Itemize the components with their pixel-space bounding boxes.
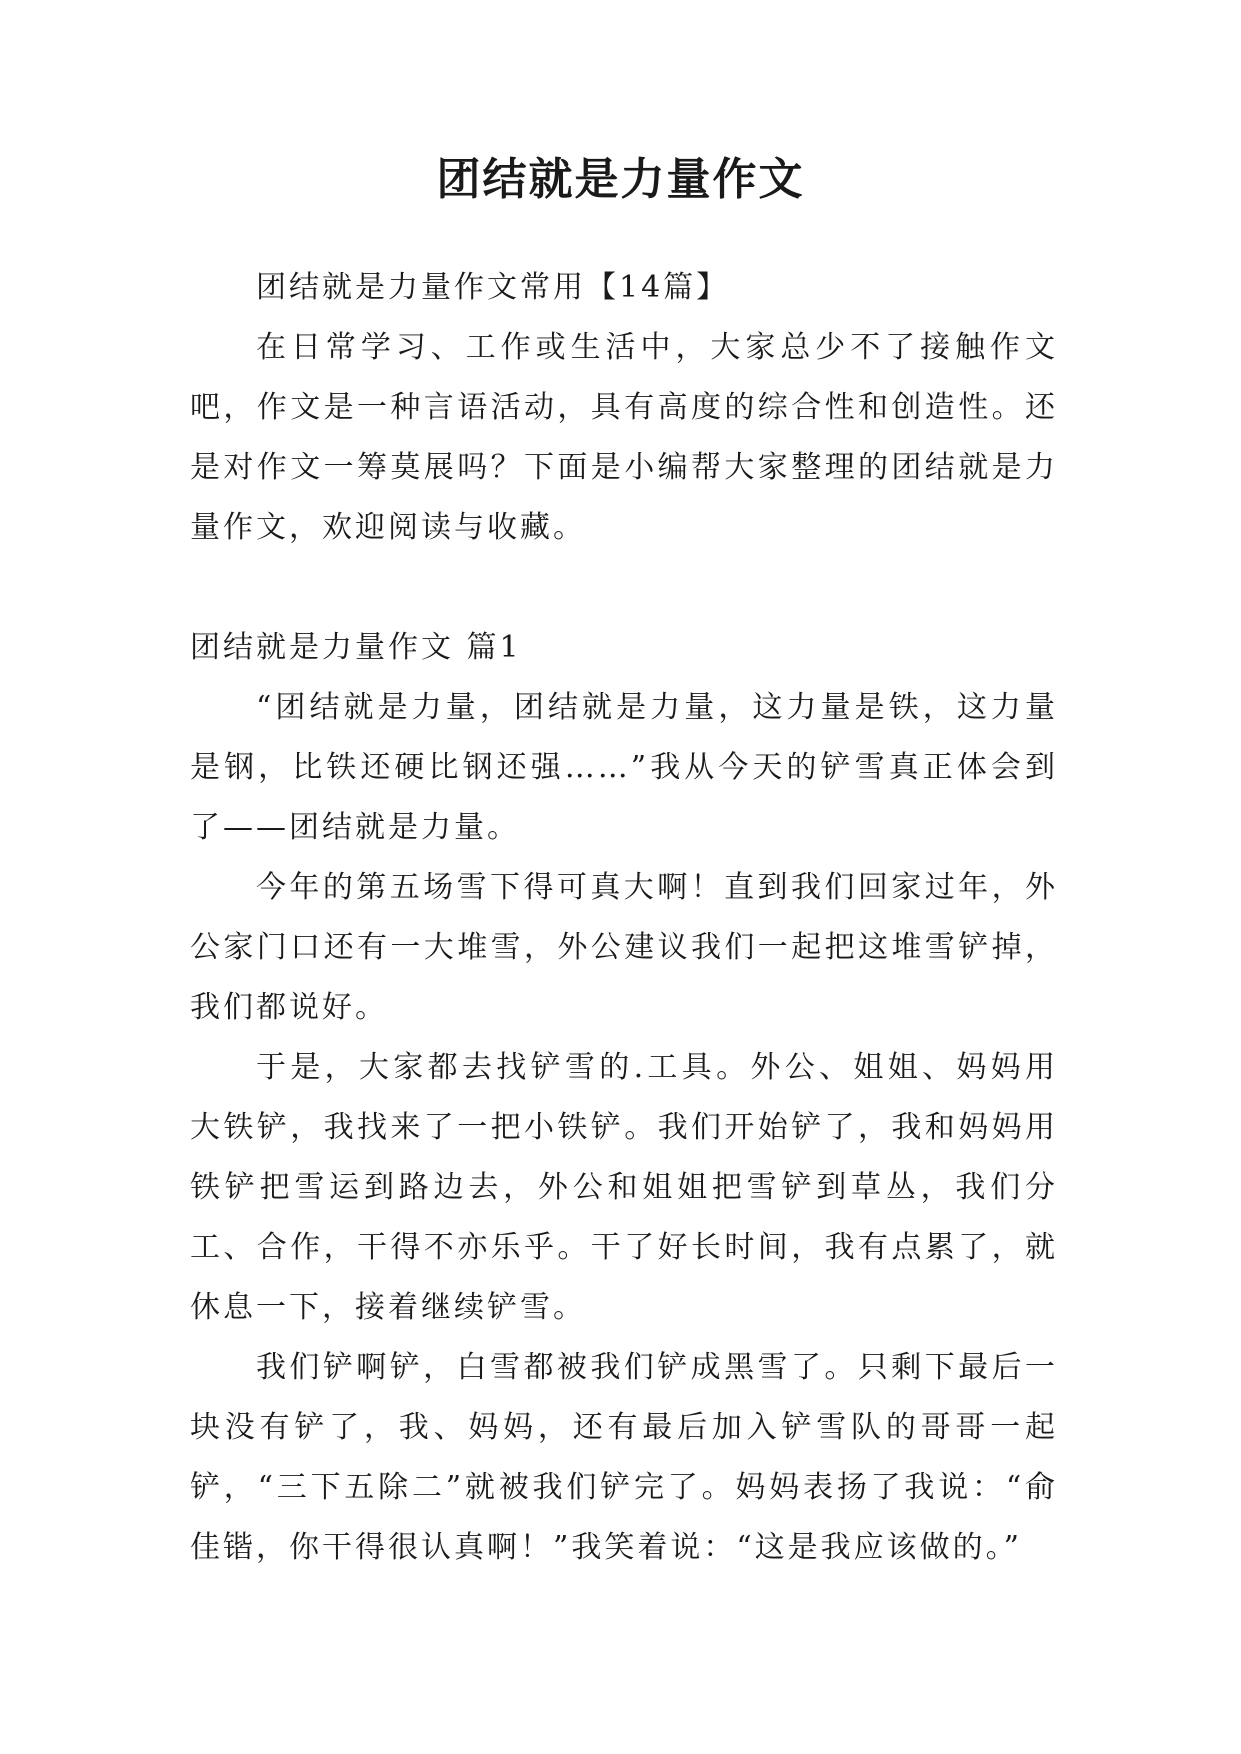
paragraph-spacer: [190, 558, 1058, 618]
body-paragraph-3: 于是，大家都去找铲雪的.工具。外公、姐姐、妈妈用大铁铲，我找来了一把小铁铲。我们开始铲了，我和妈妈用铁铲把雪运到路边去，外公和姐姐把雪铲到草丛，我们分工、合作，干得不亦乐乎。干了好长时间，我有点累了，就休息一下，接着继续铲雪。: [190, 1050, 1058, 1325]
document-title: 团结就是力量作文: [436, 154, 805, 205]
body-paragraph-1: “团结就是力量，团结就是力量，这力量是铁，这力量是钢，比铁还硬比钢还强……”我从今天的铲雪真正体会到了——团结就是力量。: [190, 690, 1058, 845]
document-subtitle: 团结就是力量作文常用【14篇】: [256, 270, 730, 305]
intro-paragraph: 在日常学习、工作或生活中，大家总少不了接触作文吧，作文是一种言语活动，具有高度的综合性和创造性。还是对作文一筹莫展吗？下面是小编帮大家整理的团结就是力量作文，欢迎阅读与收藏。: [190, 330, 1058, 545]
document-body: [190, 258, 1058, 1578]
body-paragraph-4: 我们铲啊铲，白雪都被我们铲成黑雪了。只剩下最后一块没有铲了，我、妈妈，还有最后加入铲雪队的哥哥一起铲，“三下五除二”就被我们铲完了。妈妈表扬了我说：“俞佳锴，你干得很认真啊！”我笑着说：“这是我应该做的。”: [190, 1350, 1058, 1565]
section-heading: 团结就是力量作文 篇1: [190, 630, 522, 665]
body-paragraph-2: 今年的第五场雪下得可真大啊！直到我们回家过年，外公家门口还有一大堆雪，外公建议我们一起把这堆雪铲掉，我们都说好。: [190, 870, 1058, 1025]
